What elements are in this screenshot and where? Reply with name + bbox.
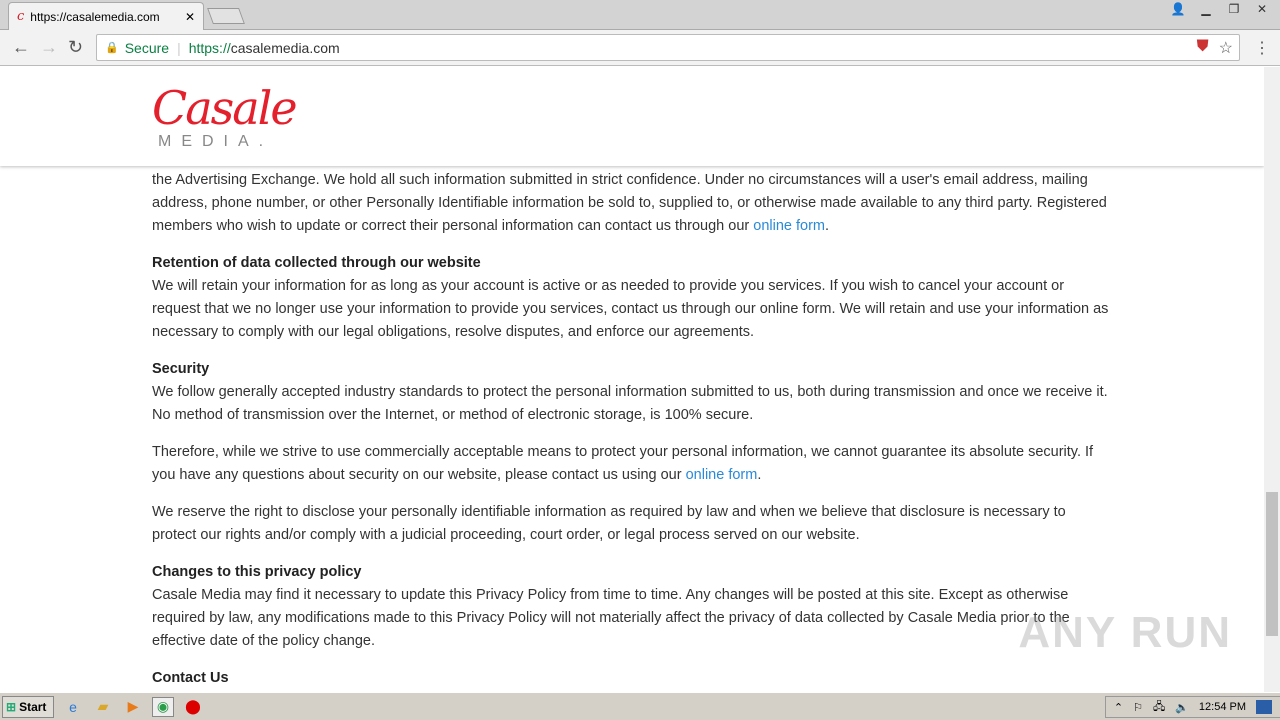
- browser-toolbar: [0, 30, 1280, 66]
- contact-heading: Contact Us: [152, 670, 229, 686]
- secure-label: Secure: [124, 39, 170, 56]
- tab-strip: [0, 0, 1280, 30]
- user-icon[interactable]: 👤: [1170, 1, 1186, 16]
- ie-icon[interactable]: e: [69, 698, 77, 715]
- show-desktop-icon[interactable]: [1256, 700, 1272, 714]
- network-icon[interactable]: 🖧: [1152, 700, 1166, 713]
- media-player-icon[interactable]: ▶: [127, 698, 139, 714]
- changes-paragraph: Casale Media may find it necessary to update this Privacy Policy from time to time. Any changes will be posted at this site. Except as otherwise required by law, any modifications made to this Privacy Policy will not materially affect the privacy of data collected by Casale Media prior to the effective date of the policy change.: [152, 587, 1070, 649]
- system-tray: [1105, 696, 1280, 718]
- security-paragraph-3: We reserve the right to disclose your personally identifiable information as required by law and when we believe that disclosure is necessary to protect our rights and/or comply with a judicial proceeding, court order, or legal process served on our website.: [152, 504, 1066, 543]
- taskbar: [0, 692, 1280, 720]
- site-header: [0, 67, 1264, 166]
- minimize-button[interactable]: ▁: [1201, 1, 1211, 16]
- close-tab-icon[interactable]: ✕: [184, 9, 195, 24]
- explorer-folder-icon[interactable]: ▰: [97, 698, 109, 714]
- online-form-link[interactable]: online form: [685, 467, 758, 483]
- menu-icon[interactable]: ⋮: [1254, 40, 1270, 57]
- new-tab-button[interactable]: [207, 8, 245, 24]
- security-paragraph: We follow generally accepted industry standards to protect the personal information submitted to us, both during transmission and once we receive it. No method of transmission over the Internet, or method of electronic storage, is 100% secure.: [152, 384, 1108, 423]
- back-button[interactable]: ←: [12, 37, 30, 57]
- stop-icon[interactable]: ⬤: [185, 698, 201, 714]
- page-viewport: [0, 67, 1264, 692]
- scrollbar-thumb[interactable]: [1266, 492, 1278, 636]
- security-paragraph-2: Therefore, while we strive to use commercially acceptable means to protect your personal information, we cannot guarantee its absolute security. If you have any questions about security on our website, please contact us using our online form.: [152, 444, 1094, 483]
- retention-paragraph: We will retain your information for as long as your account is active or as needed to provide you services. If you wish to cancel your account or request that we no longer use your information to provide you services, contact us through our online form. We will retain and use your information as necessary to comply with our legal obligations, resolve disputes, and enforce our agreements.: [152, 278, 1109, 340]
- anyrun-watermark: ANY RUN: [1018, 608, 1232, 657]
- url-host: casalemedia.com: [230, 39, 340, 56]
- restore-button[interactable]: ❐: [1228, 1, 1240, 16]
- flag-icon[interactable]: ⚐: [1133, 701, 1143, 714]
- intro-paragraph: the Advertising Exchange. We hold all such information submitted in strict confidence. Under no circumstances will a user's email address, mailing address, phone number, or other Personally Identifiable information be sold to, supplied to, or otherwise made available to any third party. Registered members who wish to update or correct their personal information can contact us through our online form.: [152, 172, 1107, 234]
- tab-casalemedia[interactable]: [8, 2, 204, 30]
- security-heading: Security: [152, 361, 210, 377]
- lock-icon: 🔒: [105, 42, 119, 54]
- url-scheme: https://: [188, 39, 231, 56]
- show-hidden-icons[interactable]: ⌃: [1113, 701, 1124, 714]
- chrome-icon[interactable]: ◉: [152, 697, 174, 717]
- extension-icon[interactable]: ⛊: [1196, 38, 1209, 55]
- retention-heading: Retention of data collected through our website: [152, 255, 481, 271]
- changes-heading: Changes to this privacy policy: [152, 564, 362, 580]
- reload-button[interactable]: ↻: [68, 37, 84, 57]
- tab-title: https://casalemedia.com: [30, 9, 160, 24]
- privacy-policy-content: [152, 169, 1112, 690]
- forward-button[interactable]: →: [40, 37, 58, 57]
- start-button[interactable]: ⊞ Start: [2, 696, 54, 718]
- favicon-icon: c: [17, 9, 25, 24]
- address-bar[interactable]: 🔒 Secure | https://casalemedia.com ⛊ ☆: [96, 34, 1240, 61]
- volume-icon[interactable]: 🔈: [1175, 701, 1189, 714]
- close-window-button[interactable]: ✕: [1256, 1, 1268, 16]
- windows-logo-icon: ⊞: [6, 699, 17, 714]
- vertical-scrollbar[interactable]: [1264, 67, 1280, 692]
- bookmark-star-icon[interactable]: ☆: [1218, 40, 1233, 57]
- clock[interactable]: 12:54 PM: [1198, 701, 1246, 713]
- casale-media-logo[interactable]: Casale MEDIA.: [152, 81, 296, 150]
- online-form-link[interactable]: online form: [753, 218, 825, 234]
